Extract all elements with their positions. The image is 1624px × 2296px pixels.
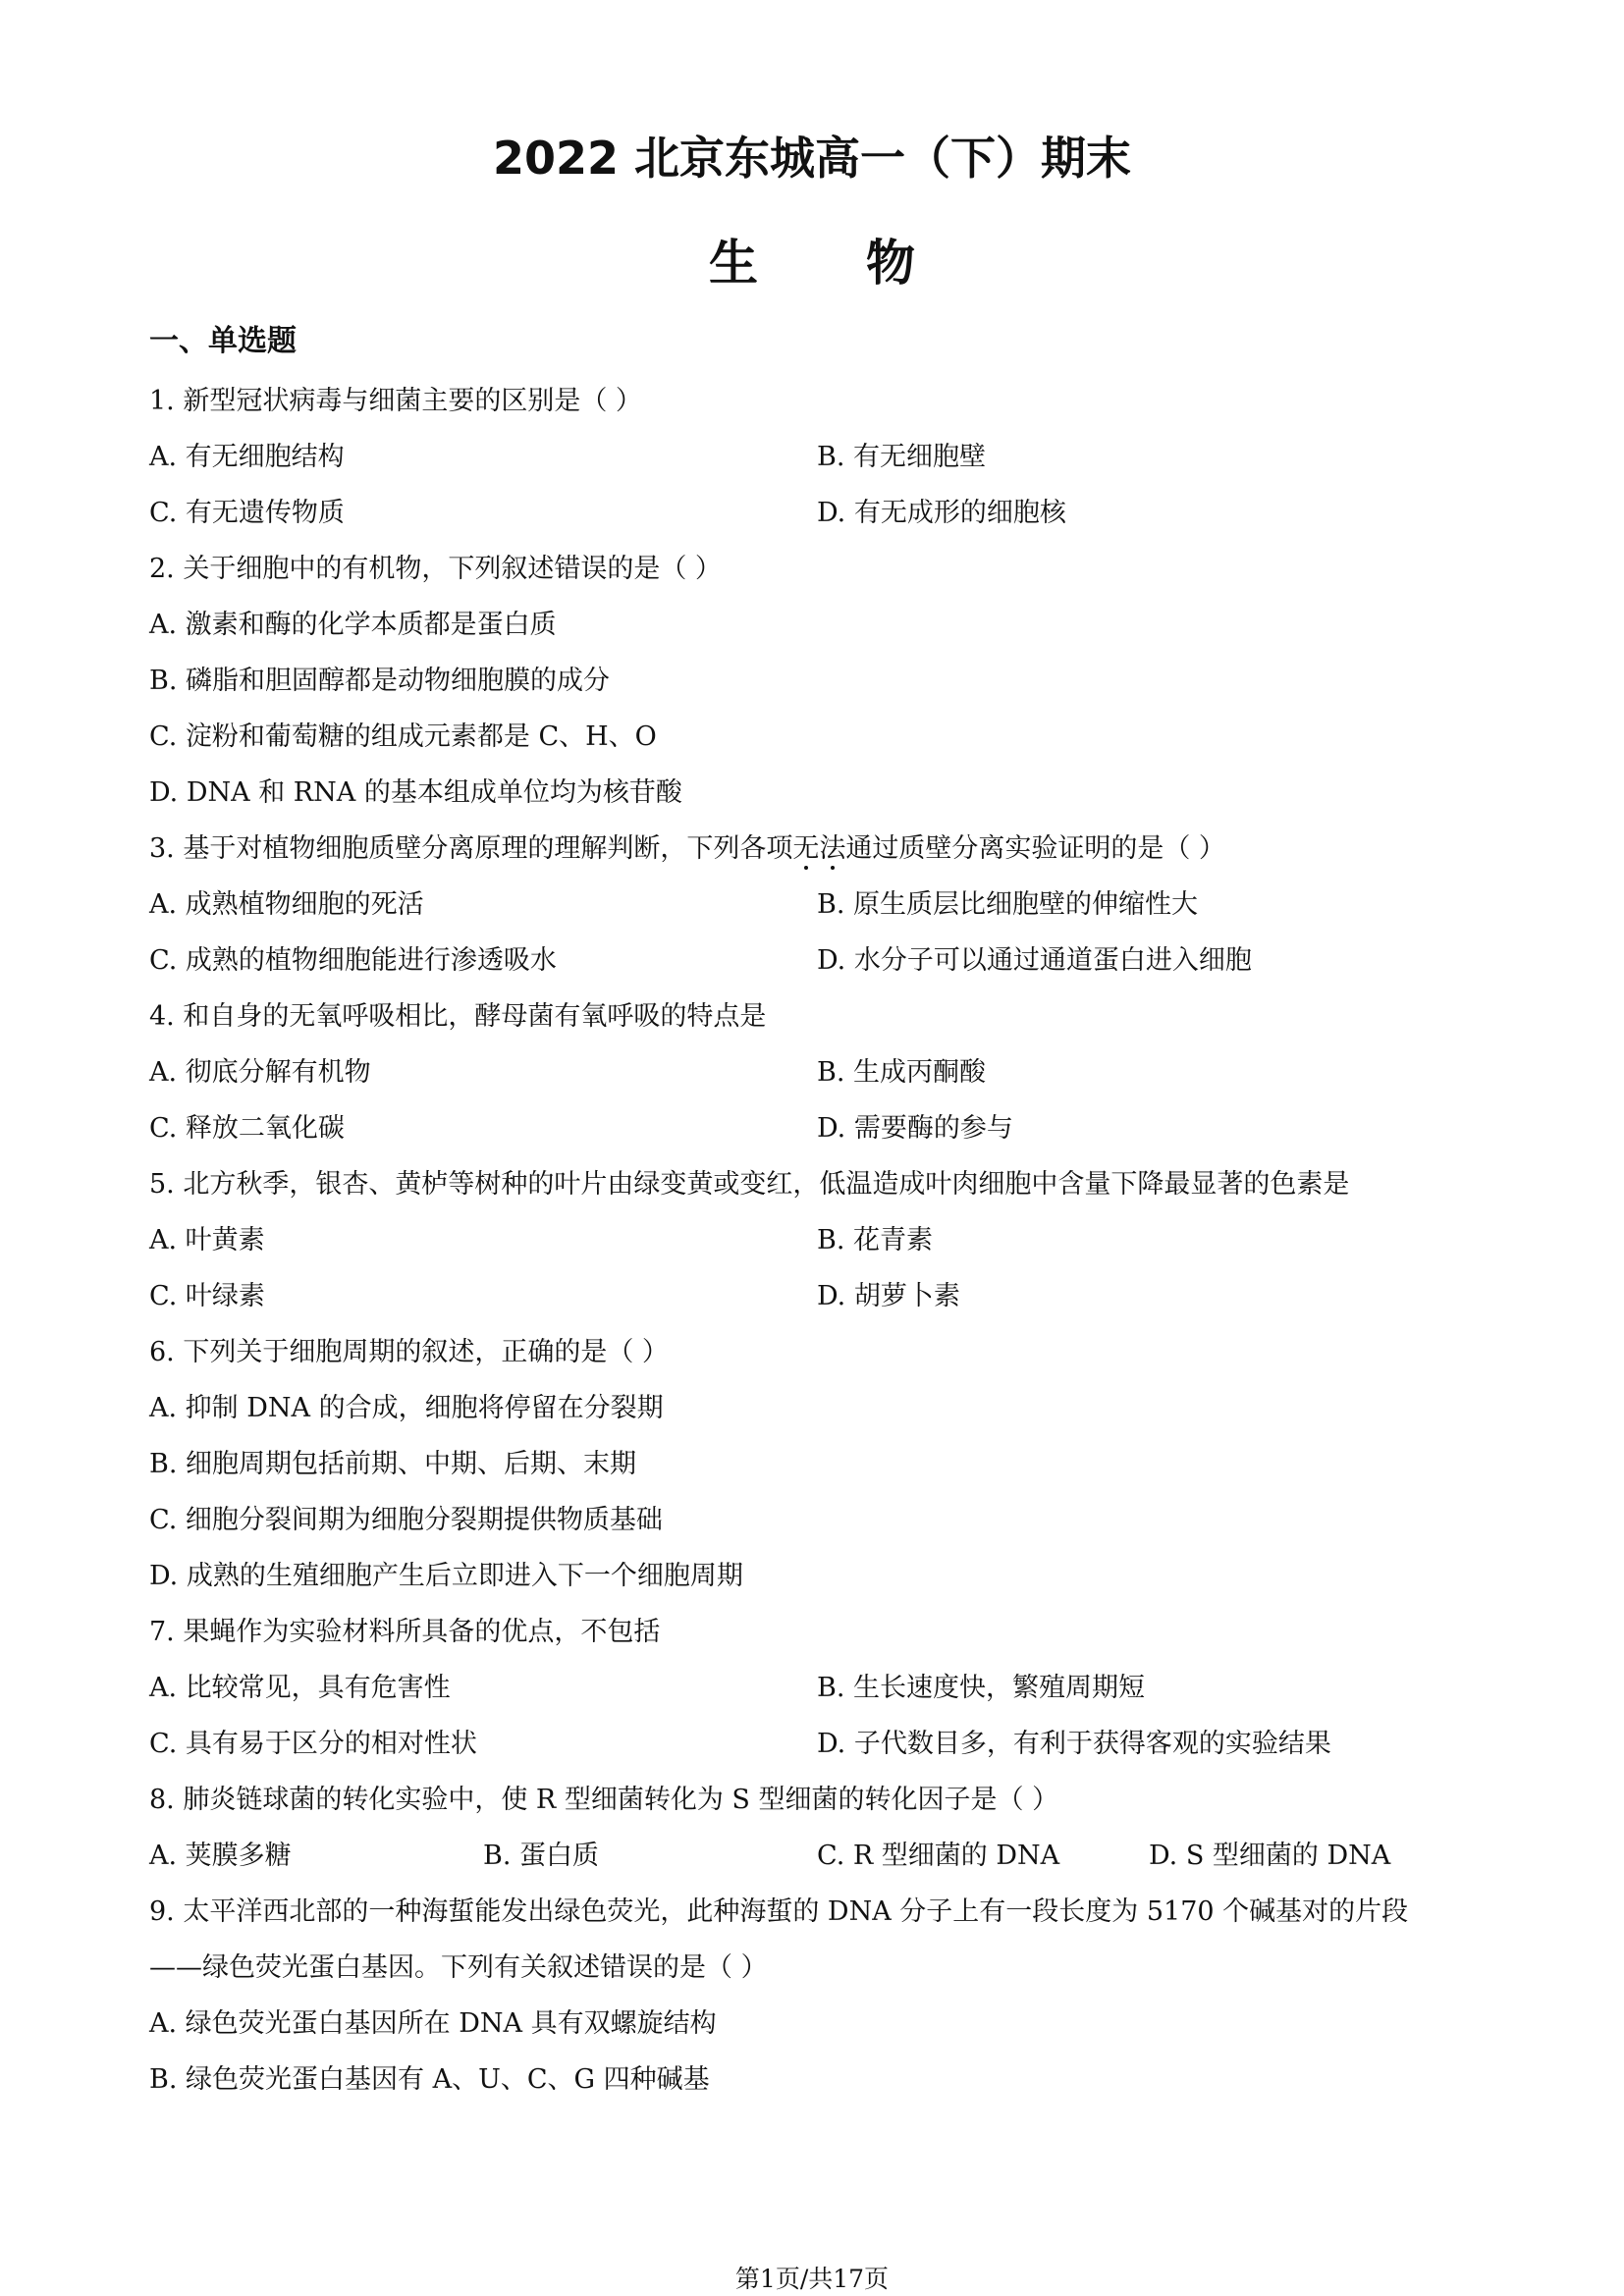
section-heading: 一、单选题: [149, 324, 297, 358]
page-title: 2022 北京东城高一（下）期末: [492, 132, 1132, 185]
question-3-option-d: D. 水分子可以通过通道蛋白进入细胞: [817, 945, 1252, 976]
question-6-option-a: A. 抑制 DNA 的合成，细胞将停留在分裂期: [149, 1393, 664, 1423]
question-1-option-c: C. 有无遗传物质: [149, 498, 345, 528]
question-9-option-b: B. 绿色荧光蛋白基因有 A、U、C、G 四种碱基: [149, 2064, 710, 2095]
question-1-stem: 1. 新型冠状病毒与细菌主要的区别是（ ）: [149, 386, 642, 416]
question-5-option-b: B. 花青素: [817, 1225, 934, 1255]
question-8-option-d: D. S 型细菌的 DNA: [1149, 1841, 1391, 1871]
question-2-option-b: B. 磷脂和胆固醇都是动物细胞膜的成分: [149, 666, 611, 696]
question-4-option-d: D. 需要酶的参与: [817, 1113, 1013, 1144]
emphasis-dot-char: 法: [819, 833, 846, 864]
question-4-option-b: B. 生成丙酮酸: [817, 1057, 987, 1088]
question-3-option-c: C. 成熟的植物细胞能进行渗透吸水: [149, 945, 557, 976]
question-2-option-c: C. 淀粉和葡萄糖的组成元素都是 C、H、O: [149, 721, 657, 752]
question-3-option-a: A. 成熟植物细胞的死活: [149, 889, 424, 920]
question-7-option-b: B. 生长速度快，繁殖周期短: [817, 1673, 1146, 1703]
question-6-option-c: C. 细胞分裂间期为细胞分裂期提供物质基础: [149, 1505, 663, 1535]
question-3-stem-post: 通过质壁分离实验证明的是（ ）: [845, 833, 1225, 864]
question-7-stem: 7. 果蝇作为实验材料所具备的优点，不包括: [149, 1617, 661, 1647]
question-6-option-b: B. 细胞周期包括前期、中期、后期、末期: [149, 1449, 637, 1479]
question-1-option-d: D. 有无成形的细胞核: [817, 498, 1066, 528]
question-3-stem-pre: 3. 基于对植物细胞质壁分离原理的理解判断，下列各项: [149, 833, 793, 864]
question-5-stem: 5. 北方秋季，银杏、黄栌等树种的叶片由绿变黄或变红，低温造成叶肉细胞中含量下降最显著的色素是: [149, 1169, 1350, 1200]
question-9-option-a: A. 绿色荧光蛋白基因所在 DNA 具有双螺旋结构: [149, 2008, 717, 2039]
question-1-option-a: A. 有无细胞结构: [149, 442, 345, 472]
question-4-option-c: C. 释放二氧化碳: [149, 1113, 345, 1144]
question-7-option-d: D. 子代数目多，有利于获得客观的实验结果: [817, 1729, 1331, 1759]
question-4-stem: 4. 和自身的无氧呼吸相比，酵母菌有氧呼吸的特点是: [149, 1001, 767, 1032]
question-2-option-d: D. DNA 和 RNA 的基本组成单位均为核苷酸: [149, 777, 682, 808]
question-5-option-a: A. 叶黄素: [149, 1225, 265, 1255]
question-3-option-b: B. 原生质层比细胞壁的伸缩性大: [817, 889, 1199, 920]
emphasis-dot-char: 无: [792, 833, 820, 864]
question-2-option-a: A. 激素和酶的化学本质都是蛋白质: [149, 610, 557, 640]
question-3-stem: [149, 831, 1225, 867]
question-6-option-d: D. 成熟的生殖细胞产生后立即进入下一个细胞周期: [149, 1561, 743, 1591]
question-8-option-a: A. 荚膜多糖: [149, 1841, 292, 1871]
question-7-option-a: A. 比较常见，具有危害性: [149, 1673, 451, 1703]
question-5-option-d: D. 胡萝卜素: [817, 1281, 960, 1311]
question-9-stem-line2: ——绿色荧光蛋白基因。下列有关叙述错误的是（ ）: [149, 1952, 768, 1983]
question-8-option-c: C. R 型细菌的 DNA: [817, 1841, 1060, 1871]
subject-title: 生物: [709, 235, 1023, 292]
question-2-stem: 2. 关于细胞中的有机物，下列叙述错误的是（ ）: [149, 554, 722, 584]
page-number: 第1页/共17页: [734, 2265, 890, 2293]
question-4-option-a: A. 彻底分解有机物: [149, 1057, 371, 1088]
question-8-option-b: B. 蛋白质: [483, 1841, 600, 1871]
question-9-stem-line1: 9. 太平洋西北部的一种海蜇能发出绿色荧光，此种海蜇的 DNA 分子上有一段长度为 5170 个碱基对的片段: [149, 1896, 1409, 1927]
question-8-stem: 8. 肺炎链球菌的转化实验中，使 R 型细菌转化为 S 型细菌的转化因子是（ ）: [149, 1785, 1059, 1815]
question-7-option-c: C. 具有易于区分的相对性状: [149, 1729, 477, 1759]
question-1-option-b: B. 有无细胞壁: [817, 442, 987, 472]
question-6-stem: 6. 下列关于细胞周期的叙述，正确的是（ ）: [149, 1337, 669, 1367]
question-5-option-c: C. 叶绿素: [149, 1281, 265, 1311]
